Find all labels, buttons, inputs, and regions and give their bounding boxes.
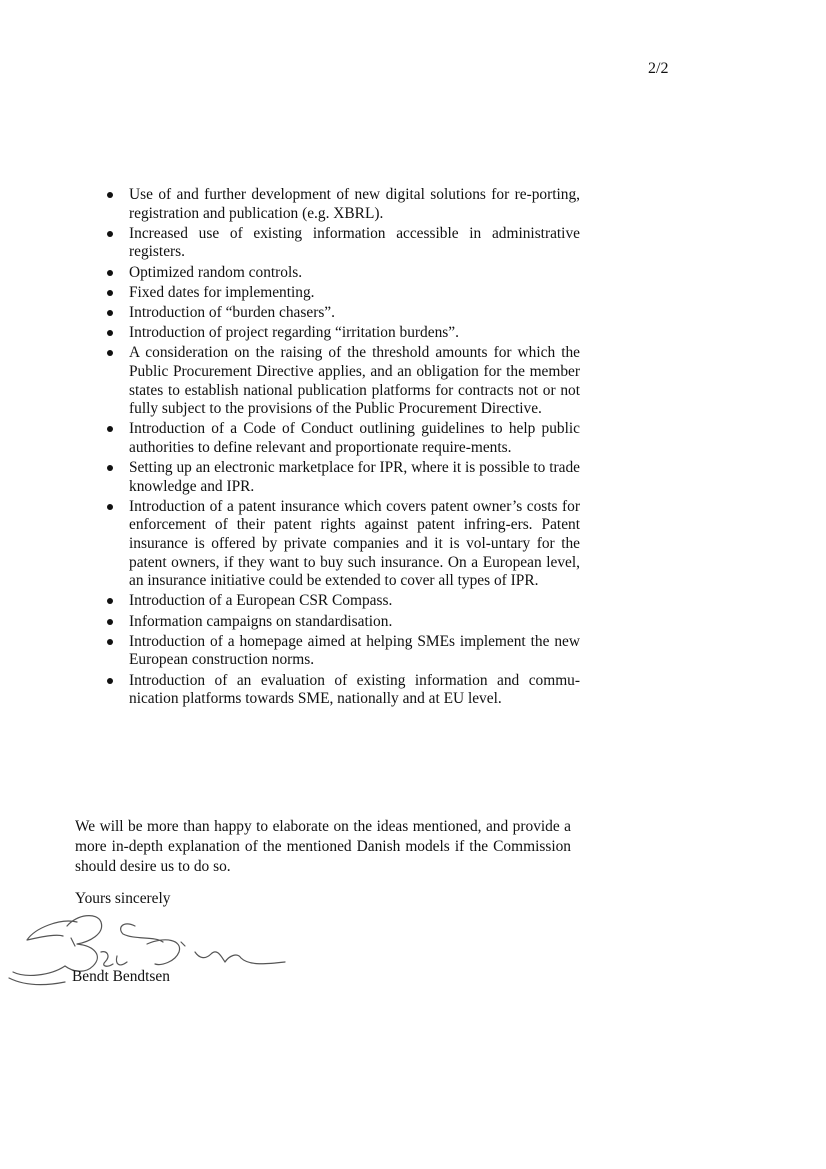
list-item bbox=[104, 264, 580, 283]
list-item bbox=[104, 672, 580, 709]
proposal-list bbox=[104, 186, 580, 710]
bullet-icon bbox=[107, 270, 113, 276]
bullet-icon bbox=[107, 426, 113, 432]
list-item-text: Introduction of a patent insurance which covers patent owner’s costs for enforcement of their patent rights against patent infring-ers. Patent insurance is offered by private companies and it is vol-untary for the patent owners, if they want to buy such insurance. On a European level, an insurance initiative could be extended to cover all types of IPR. bbox=[129, 497, 580, 590]
bullet-icon bbox=[107, 192, 113, 198]
bullet-icon bbox=[107, 598, 113, 604]
signer-name: Bendt Bendtsen bbox=[72, 968, 170, 985]
list-item-text: Introduction of project regarding “irritation burdens”. bbox=[129, 324, 459, 342]
list-item-text: A consideration on the raising of the threshold amounts for which the Public Procurement Directive applies, and an obligation for the member states to establish national publication platforms for contracts not or not fully subject to the provisions of the Public Procurement Directive. bbox=[129, 344, 580, 418]
list-item bbox=[104, 225, 580, 262]
bullet-icon bbox=[107, 310, 113, 316]
list-item bbox=[104, 186, 580, 223]
bullet-icon bbox=[107, 639, 113, 645]
bullet-icon bbox=[107, 619, 113, 625]
list-item-text: Fixed dates for implementing. bbox=[129, 283, 315, 301]
bullet-icon bbox=[107, 350, 113, 356]
list-item-text: Introduction of a European CSR Compass. bbox=[129, 592, 393, 610]
bullet-icon bbox=[107, 504, 113, 510]
list-item bbox=[104, 498, 580, 591]
list-item bbox=[104, 284, 580, 303]
list-item-text: Information campaigns on standardisation. bbox=[129, 612, 393, 630]
list-item-text: Introduction of a homepage aimed at helping SMEs implement the new European construction norms. bbox=[129, 632, 580, 669]
list-item bbox=[104, 420, 580, 457]
salutation: Yours sincerely bbox=[75, 890, 171, 907]
list-item-text: Introduction of an evaluation of existing information and commu-nication platforms towards SME, nationally and at EU level. bbox=[129, 671, 580, 708]
page-number: 2/2 bbox=[648, 60, 669, 77]
list-item-text: Use of and further development of new digital solutions for re-porting, registration and publication (e.g. XBRL). bbox=[129, 186, 580, 222]
bullet-icon bbox=[107, 290, 113, 296]
list-item bbox=[104, 633, 580, 670]
closing-paragraph: We will be more than happy to elaborate on the ideas mentioned, and provide a more in-depth explanation of the mentioned Danish models if the Commission should desire us to do so. bbox=[75, 818, 571, 875]
list-item-text: Introduction of “burden chasers”. bbox=[129, 303, 335, 321]
bullet-icon bbox=[107, 231, 113, 237]
bullet-icon bbox=[107, 330, 113, 336]
list-item-text: Optimized random controls. bbox=[129, 263, 303, 281]
bullet-icon bbox=[107, 678, 113, 684]
list-item bbox=[104, 613, 580, 632]
list-item-text: Introduction of a Code of Conduct outlining guidelines to help public authorities to define relevant and proportionate require-ments. bbox=[129, 420, 580, 456]
list-item bbox=[104, 344, 580, 418]
list-item-text: Setting up an electronic marketplace for IPR, where it is possible to trade knowledge and IPR. bbox=[129, 459, 580, 495]
bullet-icon bbox=[107, 465, 113, 471]
list-item bbox=[104, 459, 580, 496]
list-item bbox=[104, 304, 580, 323]
list-item bbox=[104, 324, 580, 343]
list-item bbox=[104, 592, 580, 611]
list-item-text: Increased use of existing information accessible in administrative registers. bbox=[129, 224, 580, 261]
